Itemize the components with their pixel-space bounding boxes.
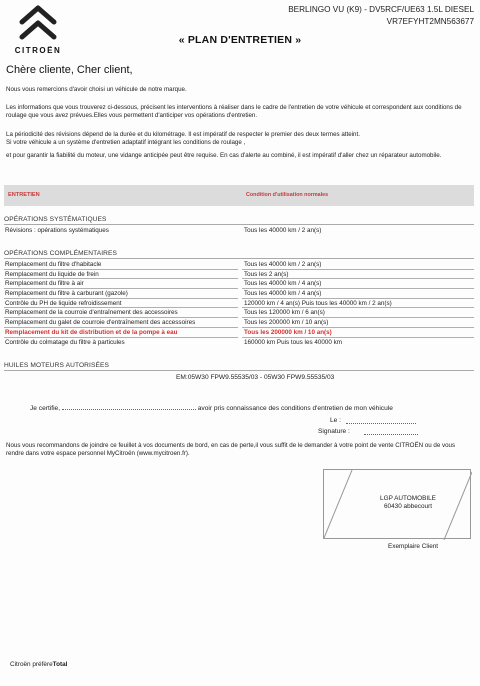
operation-cell: Contrôle du PH de liquide refroidissement (4, 299, 238, 309)
operation-cell: Remplacement du filtre à air (4, 279, 238, 289)
condition-cell: Tous les 2 an(s) (242, 270, 474, 280)
divider (4, 258, 474, 259)
systematic-table (4, 226, 474, 236)
operation-cell: Remplacement du filtre à carburant (gazole) (4, 289, 238, 299)
periodicity-line-1: La périodicité des révisions dépend de la durée et du kilométrage. Il est impératif de respecter le premier des deux termes atteint. (6, 131, 360, 138)
systematic-section-title: OPÉRATIONS SYSTÉMATIQUES (4, 216, 107, 223)
vehicle-info (288, 4, 474, 28)
table-row (4, 260, 474, 270)
periodicity-line-2: Si votre véhicule a un système d'entretien adaptatif intégrant les conditions de roulage , (6, 139, 246, 146)
name-field (62, 403, 196, 410)
condition-cell: Tous les 200000 km / 10 an(s) (242, 328, 474, 338)
dealer-info (368, 495, 448, 511)
operation-cell: Révisions : opérations systématiques (5, 227, 109, 234)
operation-cell: Remplacement de la courroie d'entraînement des accessoires (4, 308, 238, 318)
signature-field (364, 434, 418, 435)
table-row (4, 226, 474, 236)
page-title: « PLAN D'ENTRETIEN » (178, 34, 302, 46)
oils-value: EM:05W30 FPW9.55535/03 - 05W30 FPW9.55535/03 (176, 374, 335, 381)
operation-cell: Remplacement du liquide de frein (4, 270, 238, 280)
divider (4, 224, 474, 225)
table-row (4, 289, 474, 299)
table-row (4, 299, 474, 309)
periodicity-line-3: et pour garantir la fiabilité du moteur, une vidange anticipée peut être requise. En cas d'alerte au combiné, il est impératif d'aller chez un réparateur automobile. (6, 152, 442, 159)
operation-cell: Remplacement du filtre d'habitacle (4, 260, 238, 270)
vehicle-model: BERLINGO VU (K9) - DV5RCF/UE63 1.5L DIESEL (288, 5, 474, 14)
greeting: Chère cliente, Cher client, (6, 64, 133, 76)
complementary-table (4, 260, 474, 347)
oils-section-title: HUILES MOTEURS AUTORISÉES (4, 362, 109, 369)
footer-prefix: Citroën préfère (10, 661, 53, 668)
condition-cell: 160000 km Puis tous les 40000 km (244, 338, 343, 346)
table-row (4, 338, 474, 348)
condition-cell: 120000 km / 4 an(s) Puis tous les 40000 km / 2 an(s) (242, 299, 474, 309)
date-label: Le : (330, 417, 341, 424)
table-row (4, 318, 474, 328)
table-row (4, 308, 474, 318)
condition-cell: Tous les 40000 km / 4 an(s) (242, 279, 474, 289)
divider (4, 370, 474, 371)
footer (10, 661, 67, 668)
certification-line (30, 403, 393, 412)
table-row (4, 279, 474, 289)
certification-suffix: avoir pris connaissance des conditions d'entretien de mon véhicule (197, 405, 393, 412)
dealer-name: LGP AUTOMOBILE (380, 495, 436, 502)
date-field (346, 423, 416, 424)
header-conditions: Condition d'utilisation normales (246, 192, 329, 198)
header-entretien: ENTRETIEN (8, 192, 40, 198)
table-row (4, 270, 474, 280)
certification-prefix: Je certifie, (30, 405, 61, 412)
condition-cell: Tous les 120000 km / 6 an(s) (242, 308, 474, 318)
thanks-paragraph: Nous vous remercions d'avoir choisi un véhicule de notre marque. (6, 86, 187, 93)
table-row-highlighted (4, 328, 474, 338)
vehicle-vin: VR7EFYHT2MN563677 (386, 17, 474, 26)
copy-label: Exemplaire Client (388, 543, 439, 550)
brand-name: CITROËN (14, 46, 62, 55)
condition-cell: Tous les 40000 km / 4 an(s) (242, 289, 474, 299)
footer-brand: Total (52, 661, 68, 668)
condition-cell: Tous les 40000 km / 2 an(s) (244, 227, 322, 234)
citroen-logo (12, 4, 64, 62)
complementary-section-title: OPÉRATIONS COMPLÉMENTAIRES (4, 250, 117, 257)
operation-cell: Contrôle du colmatage du filtre à particules (5, 338, 125, 346)
condition-cell: Tous les 40000 km / 2 an(s) (242, 260, 474, 270)
operation-cell: Remplacement du kit de distribution et de la pompe à eau (4, 328, 238, 338)
signature-label: Signature : (318, 428, 350, 435)
intro-paragraph: Les informations que vous trouverez ci-dessous, précisent les interventions à réaliser dans le cadre de l'entretien de votre véhicule et correspondent aux conditions de roulage que vous avez prévues.Elles vous permettent d'anticiper vos opérations d'entretien. (6, 104, 462, 119)
dealer-address: 60430 abbecourt (384, 503, 432, 510)
table-header (4, 185, 474, 206)
operation-cell: Remplacement du galet de courroie d'entraînement des accessoires (4, 318, 238, 328)
recommendation-paragraph: Nous vous recommandons de joindre ce feuillet à vos documents de bord, en cas de perte,il vous suffit de le demander à votre point de vente CITROËN ou de vous rendre dans votre espace personnel MyCitroën (www.mycitroen.fr). (6, 442, 456, 457)
condition-cell: Tous les 200000 km / 10 an(s) (242, 318, 474, 328)
